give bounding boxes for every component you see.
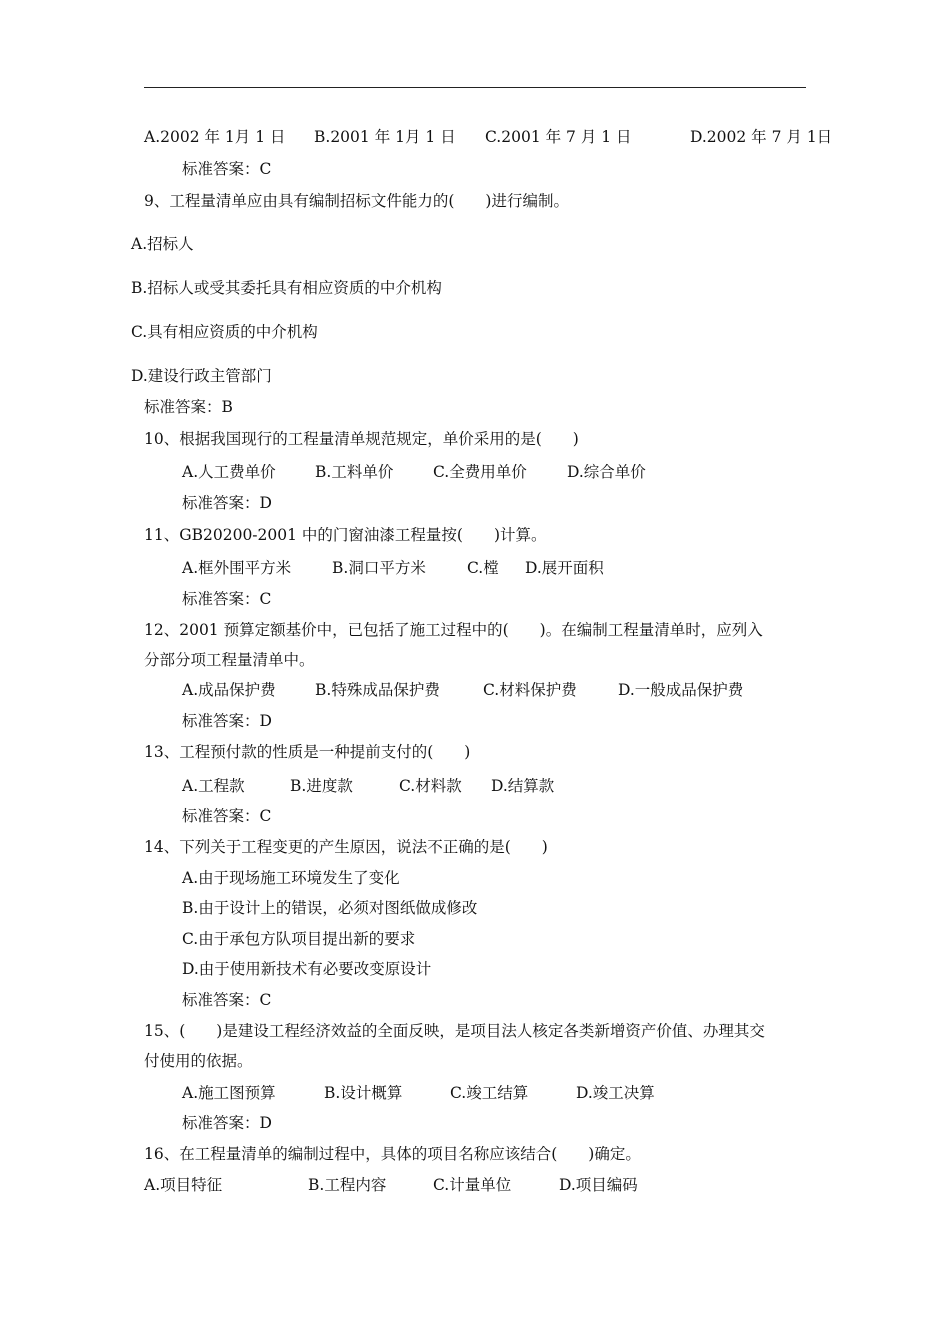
q12-option-d: D.一般成品保护费 xyxy=(618,681,744,699)
q9-option-d: D.建设行政主管部门 xyxy=(131,367,272,385)
q13-option-d: D.结算款 xyxy=(491,777,555,795)
q10-stem: 10、根据我国现行的工程量清单规范规定，单价采用的是( ) xyxy=(144,430,579,448)
q13-option-c: C.材料款 xyxy=(399,777,462,795)
q9-option-c: C.具有相应资质的中介机构 xyxy=(131,323,318,341)
q15-option-b: B.设计概算 xyxy=(324,1084,403,1102)
q13-answer: 标准答案：C xyxy=(182,807,272,825)
q12-answer: 标准答案：D xyxy=(182,712,272,730)
q15-option-a: A.施工图预算 xyxy=(182,1084,276,1102)
q12-option-b: B.特殊成品保护费 xyxy=(315,681,440,699)
q10-answer: 标准答案：D xyxy=(182,494,272,512)
q15-option-c: C.竣工结算 xyxy=(450,1084,529,1102)
q14-option-c: C.由于承包方队项目提出新的要求 xyxy=(182,930,416,948)
q8-option-a: A.2002 年 1月 1 日 xyxy=(144,128,286,146)
q16-stem: 16、在工程量清单的编制过程中，具体的项目名称应该结合( )确定。 xyxy=(144,1145,641,1163)
q12-stem-line2: 分部分项工程量清单中。 xyxy=(144,651,315,669)
q12-option-c: C.材料保护费 xyxy=(483,681,577,699)
q11-option-d: D.展开面积 xyxy=(525,559,604,577)
q14-answer: 标准答案：C xyxy=(182,991,272,1009)
q10-option-b: B.工料单价 xyxy=(315,463,394,481)
q16-option-d: D.项目编码 xyxy=(559,1176,638,1194)
q11-answer: 标准答案：C xyxy=(182,590,272,608)
q8-answer: 标准答案：C xyxy=(182,160,272,178)
q9-answer: 标准答案：B xyxy=(144,398,233,416)
q14-stem: 14、下列关于工程变更的产生原因，说法不正确的是( ) xyxy=(144,838,548,856)
q8-option-d: D.2002 年 7 月 1日 xyxy=(690,128,833,146)
q11-option-c: C.樘 xyxy=(467,559,499,577)
q14-option-d: D.由于使用新技术有必要改变原设计 xyxy=(182,960,432,978)
header-rule xyxy=(144,87,806,88)
q10-option-d: D.综合单价 xyxy=(567,463,646,481)
q8-option-b: B.2001 年 1月 1 日 xyxy=(314,128,456,146)
q10-option-c: C.全费用单价 xyxy=(433,463,527,481)
q12-stem-line1: 12、2001 预算定额基价中，已包括了施工过程中的( )。在编制工程量清单时，应列入 xyxy=(144,621,763,639)
q16-option-a: A.项目特征 xyxy=(144,1176,223,1194)
q15-stem-line2: 付使用的依据。 xyxy=(144,1052,253,1070)
q11-option-b: B.洞口平方米 xyxy=(332,559,426,577)
q13-option-a: A.工程款 xyxy=(182,777,245,795)
q8-option-c: C.2001 年 7 月 1 日 xyxy=(485,128,632,146)
q11-stem: 11、GB20200-2001 中的门窗油漆工程量按( )计算。 xyxy=(144,526,547,544)
q14-option-a: A.由于现场施工环境发生了变化 xyxy=(182,869,400,887)
q9-stem: 9、工程量清单应由具有编制招标文件能力的( )进行编制。 xyxy=(144,192,569,210)
q11-option-a: A.框外围平方米 xyxy=(182,559,292,577)
q15-answer: 标准答案：D xyxy=(182,1114,272,1132)
q13-stem: 13、工程预付款的性质是一种提前支付的( ) xyxy=(144,743,471,761)
q13-option-b: B.进度款 xyxy=(290,777,353,795)
q9-option-a: A.招标人 xyxy=(131,235,194,253)
q16-option-b: B.工程内容 xyxy=(308,1176,387,1194)
q16-option-c: C.计量单位 xyxy=(433,1176,512,1194)
q15-option-d: D.竣工决算 xyxy=(576,1084,655,1102)
q12-option-a: A.成品保护费 xyxy=(182,681,276,699)
q10-option-a: A.人工费单价 xyxy=(182,463,276,481)
q14-option-b: B.由于设计上的错误，必须对图纸做成修改 xyxy=(182,899,478,917)
q9-option-b: B.招标人或受其委托具有相应资质的中介机构 xyxy=(131,279,442,297)
q15-stem-line1: 15、( )是建设工程经济效益的全面反映，是项目法人核定各类新增资产价值、办理其交 xyxy=(144,1022,765,1040)
